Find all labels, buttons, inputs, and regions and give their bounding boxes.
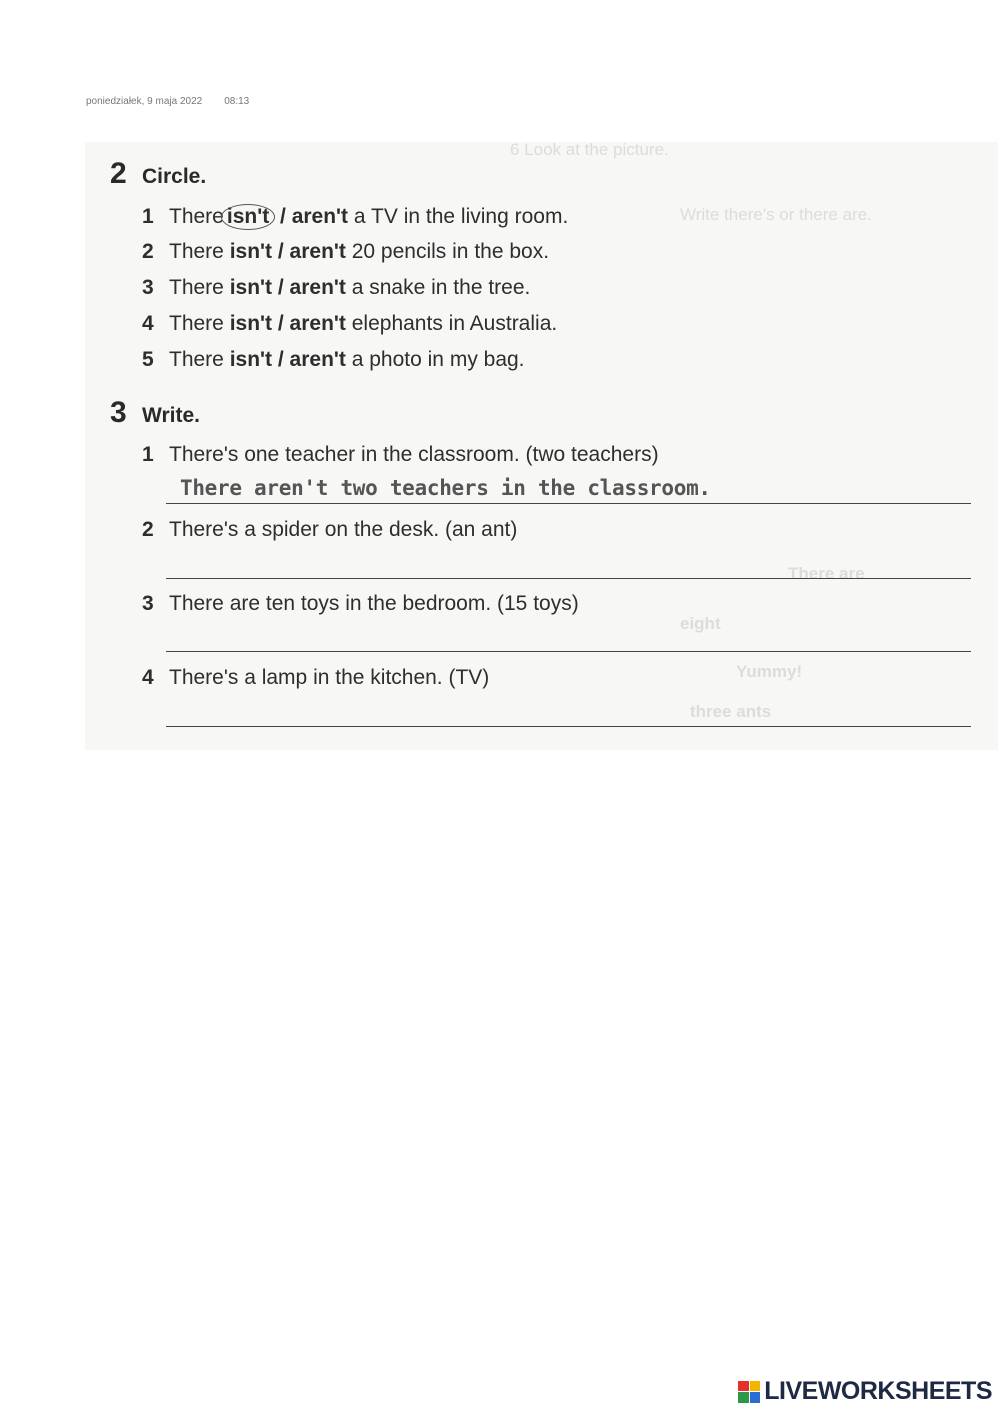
logo-text: LIVEWORKSHEETS bbox=[764, 1377, 992, 1405]
answer-line-1[interactable] bbox=[166, 503, 971, 504]
section-3-heading bbox=[110, 396, 200, 430]
section-3-title: Write. bbox=[142, 404, 200, 427]
choice-isnt[interactable]: isn't bbox=[229, 348, 273, 371]
print-time: 08:13 bbox=[224, 96, 250, 107]
bleed-through-text-5: Yummy! bbox=[736, 662, 803, 681]
choice-isnt[interactable]: isn't bbox=[229, 240, 273, 263]
circle-item-3: 3 There isn't / aren't a snake in the tree. bbox=[142, 276, 531, 299]
bleed-through-text-1: 6 Look at the picture. bbox=[510, 140, 669, 159]
bleed-through-text-4: eight bbox=[680, 614, 721, 633]
write-item-3: 3 There are ten toys in the bedroom. (15 toys) bbox=[142, 592, 579, 615]
section-2-heading bbox=[110, 157, 206, 191]
bleed-through-text-3: There are bbox=[788, 564, 865, 583]
section-2-number: 2 bbox=[110, 157, 127, 190]
choice-arent[interactable]: aren't bbox=[289, 348, 346, 371]
write-item-4: 4 There's a lamp in the kitchen. (TV) bbox=[142, 666, 490, 689]
circle-item-4: 4 There isn't / aren't elephants in Australia. bbox=[142, 312, 558, 335]
answer-line-2[interactable] bbox=[166, 578, 971, 579]
choice-isnt[interactable]: isn't bbox=[229, 312, 273, 335]
print-header bbox=[86, 96, 249, 107]
bleed-through-text-6: three ants bbox=[690, 702, 772, 721]
section-3-number: 3 bbox=[110, 396, 127, 429]
choice-arent[interactable]: aren't bbox=[291, 205, 349, 228]
liveworksheets-logo[interactable] bbox=[738, 1377, 992, 1406]
choice-arent[interactable]: aren't bbox=[289, 240, 346, 263]
answer-line-3[interactable] bbox=[166, 651, 971, 652]
print-date: poniedziałek, 9 maja 2022 bbox=[86, 96, 203, 107]
answer-1-handwritten[interactable]: There aren't two teachers in the classroom. bbox=[180, 476, 711, 500]
circle-item-2: 2 There isn't / aren't 20 pencils in the box. bbox=[142, 240, 550, 263]
circle-item-5: 5 There isn't / aren't a photo in my bag. bbox=[142, 348, 525, 371]
choice-arent[interactable]: aren't bbox=[289, 276, 346, 299]
write-item-2: 2 There's a spider on the desk. (an ant) bbox=[142, 518, 518, 541]
write-item-1: 1 There's one teacher in the classroom. (two teachers) bbox=[142, 443, 659, 466]
choice-arent[interactable]: aren't bbox=[289, 312, 346, 335]
bleed-through-text-2: Write there's or there are. bbox=[680, 205, 872, 224]
section-2-title: Circle. bbox=[142, 165, 207, 188]
circled-choice-isnt[interactable]: isn't bbox=[221, 204, 275, 230]
logo-mark-icon bbox=[738, 1381, 760, 1403]
circle-item-1: 1 There isn't / aren't a TV in the living room. bbox=[142, 205, 569, 228]
choice-isnt[interactable]: isn't bbox=[229, 276, 273, 299]
answer-line-4[interactable] bbox=[166, 726, 971, 727]
